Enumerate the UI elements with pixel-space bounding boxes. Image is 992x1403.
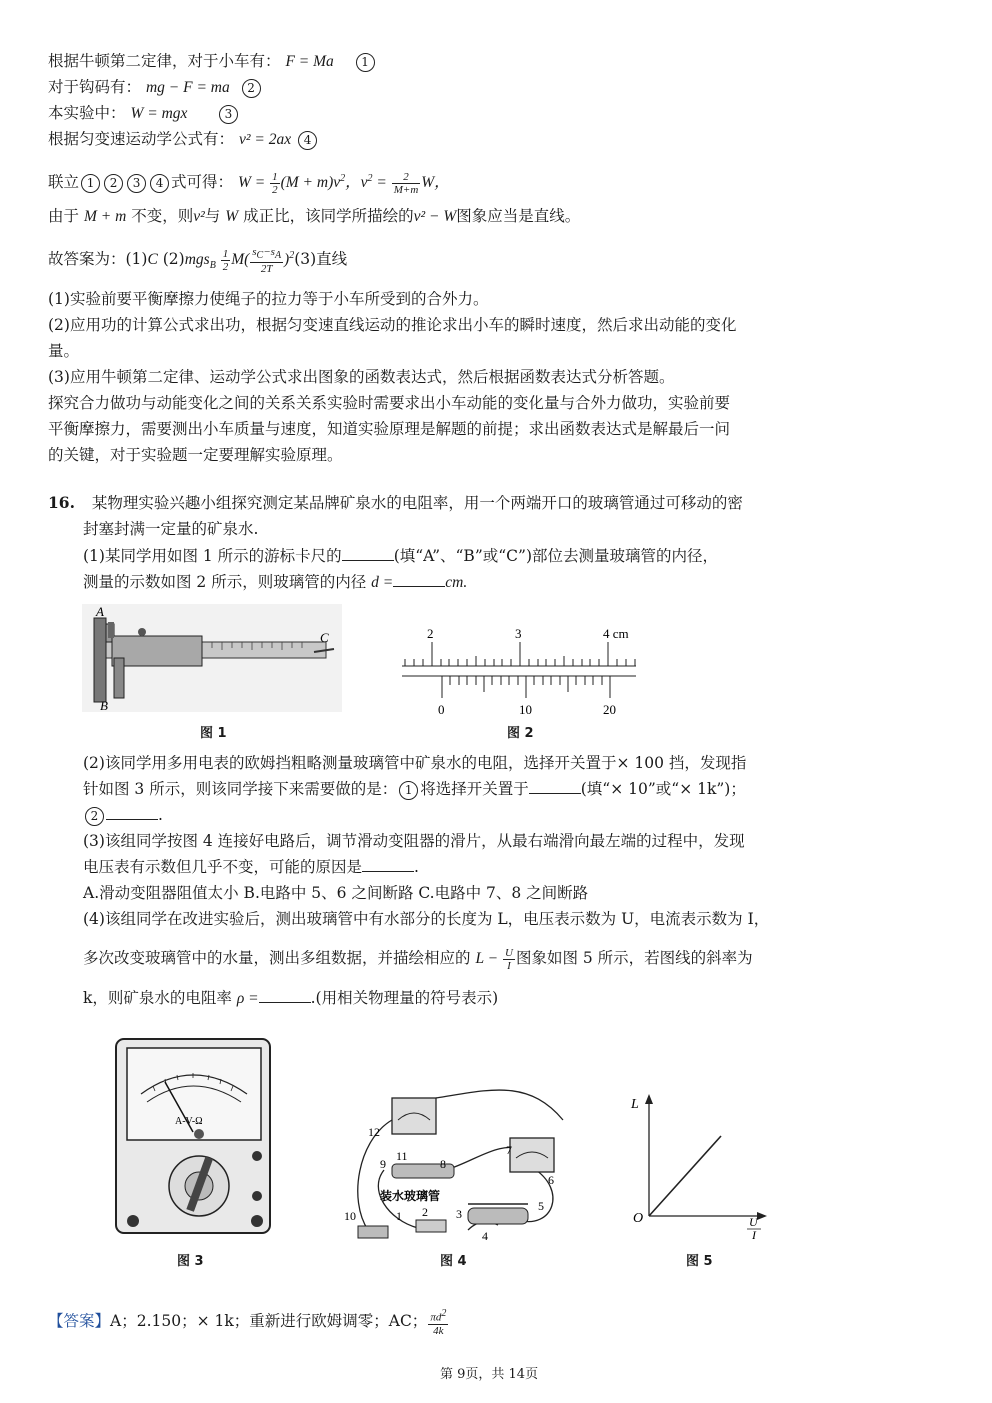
node-label: 11	[396, 1149, 408, 1163]
l-u-i-graph-figure	[625, 1090, 775, 1240]
text: 根据牛顿第二定律，对于小车有：	[48, 52, 281, 70]
meter-label: A-V-Ω	[175, 1116, 203, 1127]
equation-tag: 4	[150, 174, 169, 193]
text: 电压表有示数但几乎不变，可能的原因是	[83, 858, 363, 876]
figure-4-caption: 图 4	[440, 1254, 467, 1269]
part-2-line-3: 2 .	[83, 805, 163, 826]
unit: cm.	[445, 574, 468, 591]
equation: M + m	[83, 208, 127, 225]
caliper-label-b: B	[100, 698, 108, 712]
equation-tag: 2	[242, 79, 261, 98]
figure-3-caption: 图 3	[177, 1254, 204, 1269]
text: 图象如图 5 所示，若图线的斜率为	[515, 949, 753, 967]
vernier-scale-label: 10	[519, 702, 532, 717]
page-footer: 第 9页，共 14页	[440, 1367, 539, 1382]
equation: W	[225, 208, 239, 225]
solution-line-7	[48, 243, 347, 279]
node-label: 6	[548, 1173, 554, 1187]
main-scale-label: 3	[515, 626, 522, 641]
graph-axis-label-y: L	[631, 1097, 639, 1112]
answer-formula: $\frac{\pi d^2}{4k}$	[430, 1308, 447, 1337]
answer-line	[48, 1306, 449, 1337]
answer-blank[interactable]	[342, 546, 394, 561]
step-tag-1: 1	[399, 781, 418, 800]
main-scale-label: 2	[427, 626, 434, 641]
caliper-label-a: A	[96, 604, 104, 619]
caliper-label-c: C	[320, 630, 329, 645]
text: (填“A”、“B”或“C”)部位去测量玻璃管的内径，	[393, 547, 718, 565]
vernier-scale-figure	[396, 622, 646, 718]
analysis-block	[48, 286, 736, 468]
text: 由于	[48, 207, 80, 225]
node-label: 9	[380, 1157, 386, 1171]
text: (2)	[162, 250, 185, 269]
node-label: 8	[440, 1157, 446, 1171]
part-2-line-2	[83, 779, 746, 800]
multimeter-figure	[113, 1036, 273, 1236]
text: (3)直线	[294, 250, 348, 269]
main-scale-label: 4 cm	[603, 626, 629, 641]
equation: F = Ma	[285, 53, 334, 70]
text: 针如图 3 所示，则该同学接下来需要做的是：	[83, 780, 398, 798]
work-formula: W = $\frac{1}{2}$ $(M + m)v^2$，$v^2$ = $\frac{2}{M+m}$ W，	[237, 171, 450, 197]
text: 根据匀变速运动学公式有：	[48, 130, 235, 148]
equation: C	[147, 251, 158, 269]
equation: ρ =	[236, 990, 259, 1007]
node-label: 5	[538, 1199, 544, 1213]
solution-line-4	[48, 129, 319, 150]
answer-blank[interactable]	[106, 805, 158, 820]
equation-tag: 3	[219, 105, 238, 124]
text: 图象应当是直线。	[456, 207, 581, 225]
part-2-line-1: (2)该同学用多用电表的欧姆挡粗略测量玻璃管中矿泉水的电阻，选择开关置于× 100 挡，发现指	[83, 754, 747, 772]
equation: v² = 2ax	[238, 131, 292, 148]
text: 与	[204, 207, 221, 225]
answer-blank[interactable]	[393, 572, 445, 587]
answer-text: A；2.150；× 1k；重新进行欧姆调零；AC；	[110, 1312, 428, 1330]
equation: mg − F = ma	[145, 79, 230, 96]
text: 故答案为：(1)	[48, 250, 148, 269]
graph-axis-label-x-numerator: U	[749, 1215, 758, 1229]
part-3-options: A.滑动变阻器阻值太小 B.电路中 5、6 之间断路 C.电路中 7、8 之间断路	[83, 884, 589, 902]
equation-tag: 2	[104, 174, 123, 193]
graph-axis-label-x-denominator: I	[752, 1228, 756, 1240]
analysis-line: 量。	[48, 342, 80, 360]
equation: v² − W	[413, 208, 457, 225]
analysis-line: 的关键，对于实验题一定要理解实验原理。	[48, 446, 343, 464]
answer-blank[interactable]	[259, 988, 311, 1003]
text: 本实验中：	[48, 104, 126, 122]
part-1-line-1	[83, 546, 718, 566]
equation: d =	[371, 574, 394, 591]
text: 将选择开关置于	[420, 780, 529, 798]
vernier-caliper-figure	[82, 604, 342, 712]
part-1-line-2	[83, 572, 467, 593]
analysis-line: 平衡摩擦力，需要测出小车质量与速度，知道实验原理是解题的前提；求出函数表达式是解最后一问	[48, 420, 731, 438]
graph-origin-label: O	[633, 1211, 644, 1226]
figure-2-caption: 图 2	[507, 726, 534, 741]
question-stem: 某物理实验兴趣小组探究测定某品牌矿泉水的电阻率，用一个两端开口的玻璃管通过可移动的密	[91, 494, 743, 512]
node-label: 1	[396, 1209, 402, 1223]
text: 对于钩码有：	[48, 78, 142, 96]
answer-blank[interactable]	[362, 857, 414, 872]
text: k，则矿泉水的电阻率	[83, 989, 232, 1007]
part-3-line-2: 电压表有示数但几乎不变，可能的原因是 .	[83, 858, 419, 876]
text: (填“× 10”或“× 1k”)；	[580, 780, 746, 798]
equation-tag: 4	[298, 131, 317, 150]
vernier-scale-label: 20	[603, 702, 616, 717]
analysis-line: 探究合力做功与动能变化之间的关系关系实验时需要求出小车动能的变化量与合外力做功，实验前要	[48, 394, 731, 412]
node-label: 4	[482, 1229, 488, 1242]
tube-label: 装水玻璃管	[380, 1189, 441, 1203]
analysis-line: (2)应用功的计算公式求出功，根据匀变速直线运动的推论求出小车的瞬时速度，然后求出动能的变化	[48, 316, 737, 334]
text: 测量的示数如图 2 所示，则玻璃管的内径	[83, 573, 367, 591]
equation: W = mgx	[130, 105, 188, 122]
node-label: 3	[456, 1207, 462, 1221]
text: 成正比，该同学所描绘的	[243, 207, 414, 225]
equation: v²	[193, 208, 205, 225]
solution-line-1	[48, 51, 377, 72]
solution-line-3	[48, 103, 240, 124]
vernier-scale-label: 0	[438, 702, 445, 717]
text: 联立	[48, 173, 80, 192]
solution-line-6	[48, 206, 580, 227]
part-3-line-1: (3)该组同学按图 4 连接好电路后，调节滑动变阻器的滑片，从最右端滑向最左端的过程中，发现	[83, 832, 745, 850]
text: 多次改变玻璃管中的水量，测出多组数据，并描绘相应的	[83, 949, 471, 967]
graph-expression: L − $\frac{U}{I}$	[475, 946, 513, 972]
text: (1)某同学用如图 1 所示的游标卡尺的	[83, 547, 342, 565]
circuit-figure	[338, 1080, 578, 1242]
answer-label: 【答案】	[48, 1312, 111, 1330]
answer-formula: mgs$_B$ $\frac{1}{2}$ M( $\frac{s_C-s_A}{2T}$ )$^2$	[184, 246, 295, 276]
part-4-line-2	[83, 944, 753, 973]
text: .(用相关物理量的符号表示)	[310, 989, 499, 1007]
graph-line	[649, 1136, 721, 1216]
equation-tag: 3	[127, 174, 146, 193]
step-tag-2: 2	[85, 807, 104, 826]
question-stem: 封塞封满一定量的矿泉水.	[83, 520, 259, 538]
node-label: 10	[344, 1209, 356, 1223]
question-number: 16.	[48, 493, 75, 512]
equation-tag: 1	[81, 174, 100, 193]
solution-line-2	[48, 77, 263, 98]
node-label: 2	[422, 1205, 428, 1219]
part-4-line-3	[83, 988, 498, 1009]
equation-tag: 1	[356, 53, 375, 72]
figure-1-caption: 图 1	[200, 726, 227, 741]
answer-blank[interactable]	[529, 779, 581, 794]
text: 不变，则	[131, 207, 194, 225]
question-number-line	[48, 493, 743, 513]
analysis-line: (1)实验前要平衡摩擦力使绳子的拉力等于小车所受到的合外力。	[48, 290, 489, 308]
part-4-line-1: (4)该组同学在改进实验后，测出玻璃管中有水部分的长度为 L，电压表示数为 U，电流表示数为 I，	[83, 910, 770, 928]
node-label: 12	[368, 1125, 380, 1139]
solution-line-5	[48, 166, 450, 196]
figure-5-caption: 图 5	[686, 1254, 713, 1269]
analysis-line: (3)应用牛顿第二定律、运动学公式求出图象的函数表达式，然后根据函数表达式分析答题。	[48, 368, 675, 386]
text: 式可得：	[171, 173, 234, 192]
node-label: 7	[506, 1143, 512, 1157]
